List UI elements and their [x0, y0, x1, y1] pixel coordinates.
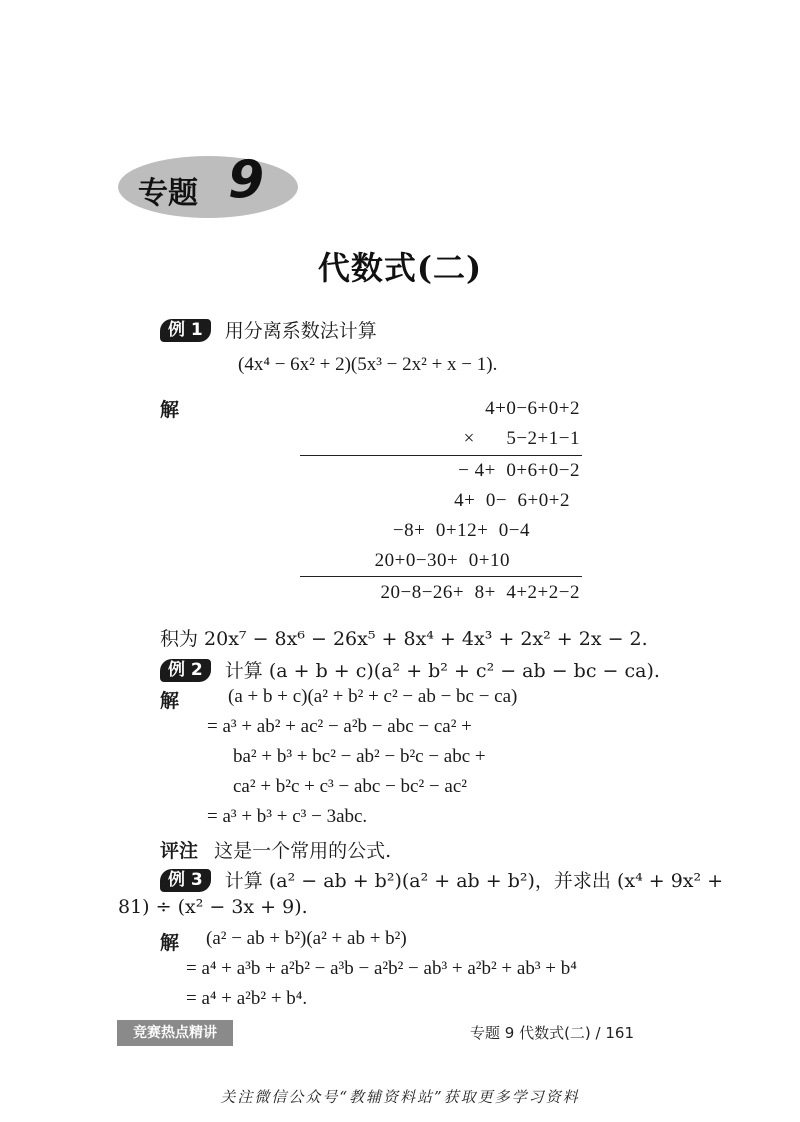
example-2-prompt: 计算 (a + b + c)(a² + b² + c² − ab − bc − ca).: [224, 660, 660, 682]
section-tag: 竞赛热点精讲: [117, 1020, 233, 1046]
example-3-prompt-cont: 81) ÷ (x² − 3x + 9).: [118, 896, 308, 918]
calc-rule: [300, 576, 582, 577]
example-3-line: = a⁴ + a³b + a²b² − a³b − a²b² − ab³ + a²b² + ab³ + b⁴: [186, 958, 577, 979]
calc-row: 4+0−6+0+2: [485, 398, 580, 419]
topic-badge-label: 专题: [138, 176, 198, 211]
calc-row: −8+ 0+12+ 0−4: [392, 520, 530, 541]
example-2-label: 例 2: [160, 659, 211, 682]
example-2-heading: [160, 656, 660, 683]
calc-row: − 4+ 0+6+0−2: [458, 460, 580, 481]
calc-row: 4+ 0− 6+0+2: [454, 490, 570, 511]
calc-rule: [300, 455, 582, 456]
comment-text: 这是一个常用的公式.: [214, 840, 392, 862]
example-2-line: ca² + b²c + c³ − abc − bc² − ac²: [233, 776, 467, 797]
calc-row: × 5−2+1−1: [463, 428, 580, 449]
example-1-label: 例 1: [160, 319, 211, 342]
example-1-solution-label: 解: [160, 399, 180, 421]
example-3-label: 例 3: [160, 869, 211, 892]
example-3-prompt: 计算 (a² − ab + b²)(a² + ab + b²)，并求出 (x⁴ + 9x² +: [224, 870, 724, 892]
example-2-solution-label: 解: [160, 690, 180, 712]
watermark-text: 关注微信公众号“教辅资料站”获取更多学习资料: [220, 1088, 580, 1106]
example-1-heading: [160, 316, 377, 343]
example-2-line: = a³ + b³ + c³ − 3abc.: [207, 806, 368, 827]
example-3-line: = a⁴ + a²b² + b⁴.: [186, 988, 308, 1009]
calc-row: 20+0−30+ 0+10: [374, 550, 510, 571]
example-2-line: = a³ + ab² + ac² − a²b − abc − ca² +: [207, 716, 472, 737]
example-2-line: ba² + b³ + bc² − ab² − b²c − abc +: [233, 746, 486, 767]
calc-row: 20−8−26+ 8+ 4+2+2−2: [380, 582, 580, 603]
comment-label: 评注: [160, 840, 199, 862]
example-3-line: (a² − ab + b²)(a² + ab + b²): [206, 928, 407, 949]
example-1-prompt: 用分离系数法计算: [224, 320, 377, 342]
example-3-heading: [160, 866, 723, 893]
example-3-solution-label: 解: [160, 932, 180, 954]
example-1-result: 积为 20x⁷ − 8x⁶ − 26x⁵ + 8x⁴ + 4x³ + 2x² + 2x − 2.: [160, 628, 648, 650]
comment: [160, 836, 391, 863]
running-head: 专题 9 代数式(二) / 161: [470, 1024, 635, 1042]
page-title: 代数式(二): [317, 249, 483, 287]
example-1-expression: (4x⁴ − 6x² + 2)(5x³ − 2x² + x − 1).: [238, 354, 498, 375]
example-2-line: (a + b + c)(a² + b² + c² − ab − bc − ca): [228, 686, 518, 707]
topic-badge-number: 9: [228, 150, 265, 210]
